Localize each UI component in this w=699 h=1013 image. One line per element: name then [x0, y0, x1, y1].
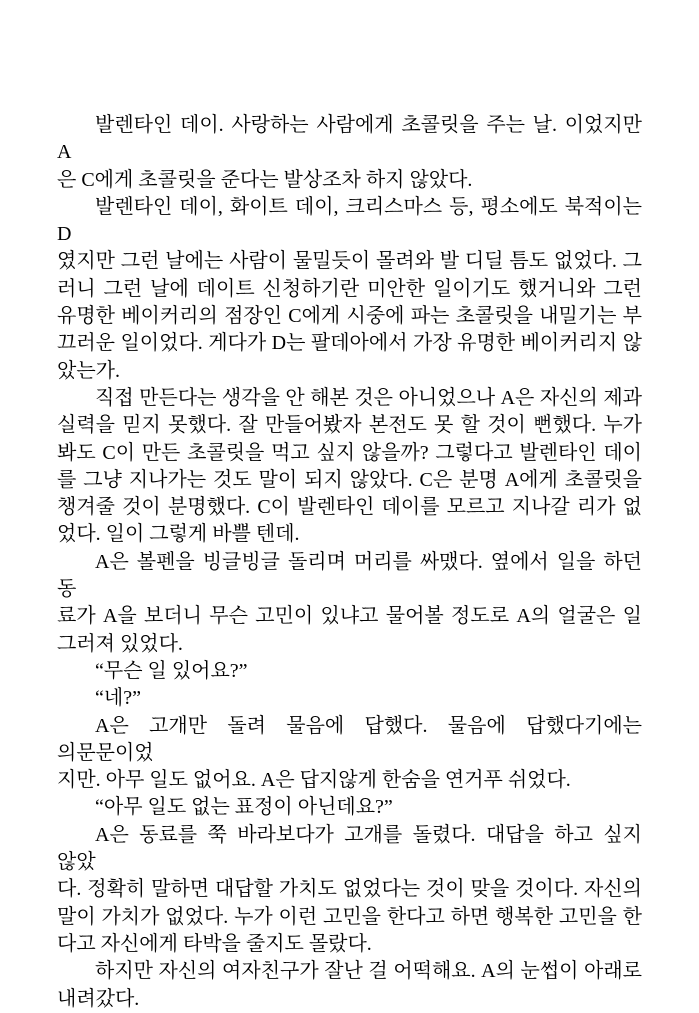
text-line: 를 그냥 지나가는 것도 말이 되지 않았다. C은 분명 A에게 초콜릿을 [57, 468, 642, 491]
text-line: A은 볼펜을 빙글빙글 돌리며 머리를 싸맸다. 옆에서 일을 하던 동 [57, 550, 642, 601]
text-line: A은 동료를 쭉 바라보다가 고개를 돌렸다. 대답을 하고 싶지 않았 [57, 823, 642, 874]
text-line: 다고 자신에게 타박을 줄지도 몰랐다. [57, 932, 372, 955]
text-line: “네?” [95, 687, 141, 710]
paragraph [57, 958, 642, 1013]
text-line: 끄러운 일이었다. 게다가 D는 팔데아에서 가장 유명한 베이커리지 않 [57, 332, 642, 355]
text-line: 봐도 C이 만든 초콜릿을 먹고 싶지 않을까? 그렇다고 발렌타인 데이 [57, 441, 642, 464]
paragraph [57, 822, 642, 958]
text-line: 발렌타인 데이. 사랑하는 사람에게 초콜릿을 주는 날. 이었지만 A [57, 114, 642, 164]
text-line: 유명한 베이커리의 점장인 C에게 시중에 파는 초콜릿을 내밀기는 부 [57, 305, 642, 328]
text-line: 은 C에게 초콜릿을 준다는 발상조차 하지 않았다. [57, 168, 473, 191]
text-line: 았는가. [57, 359, 120, 382]
text-line: A은 고개만 돌려 물음에 답했다. 물음에 답했다기에는 의문문이었 [57, 714, 642, 764]
text-line: 말이 가치가 없었다. 누가 이런 고민을 한다고 하면 행복한 고민을 한 [57, 905, 642, 928]
text-line: 다. 정확히 말하면 대답할 가치도 없었다는 것이 맞을 것이다. 자신의 [57, 878, 642, 901]
text-line: 챙겨줄 것이 분명했다. C이 발렌타인 데이를 모르고 지나갈 리가 없 [57, 496, 642, 519]
text-line: “무슨 일 있어요?” [95, 659, 248, 682]
story-text [57, 112, 642, 1013]
text-line: 그러져 있었다. [57, 632, 183, 655]
text-line: “아무 일도 없는 표정이 아닌데요?” [95, 796, 393, 819]
text-line: 었다. 일이 그렇게 바쁠 텐데. [57, 523, 300, 546]
paragraph [57, 658, 642, 685]
text-line: 였지만 그런 날에는 사람이 물밀듯이 몰려와 발 디딜 틈도 없었다. 그 [57, 250, 642, 273]
text-line: 러니 그런 날에 데이트 신청하기란 미안한 일이기도 했거니와 그런 [57, 277, 642, 300]
text-line: 내려갔다. [57, 987, 140, 1010]
paragraph [57, 549, 642, 658]
text-line: 하지만 자신의 여자친구가 잘난 걸 어떡해요. A의 눈썹이 아래로 [95, 960, 642, 983]
paragraph [57, 112, 642, 194]
paragraph [57, 385, 642, 549]
text-line: 직접 만든다는 생각을 안 해본 것은 아니었으나 A은 자신의 제과 [95, 386, 642, 409]
paragraph [57, 685, 642, 712]
text-line: 료가 A을 보더니 무슨 고민이 있냐고 물어볼 정도로 A의 얼굴은 일 [57, 605, 642, 628]
text-line: 실력을 믿지 못했다. 잘 만들어봤자 본전도 못 할 것이 뻔했다. 누가 [57, 414, 642, 437]
text-line: 지만. 아무 일도 없어요. A은 답지않게 한숨을 연거푸 쉬었다. [57, 769, 571, 792]
paragraph [57, 713, 642, 795]
paragraph [57, 194, 642, 385]
paragraph [57, 794, 642, 821]
text-line: 발렌타인 데이, 화이트 데이, 크리스마스 등, 평소에도 북적이는 D [57, 195, 642, 246]
